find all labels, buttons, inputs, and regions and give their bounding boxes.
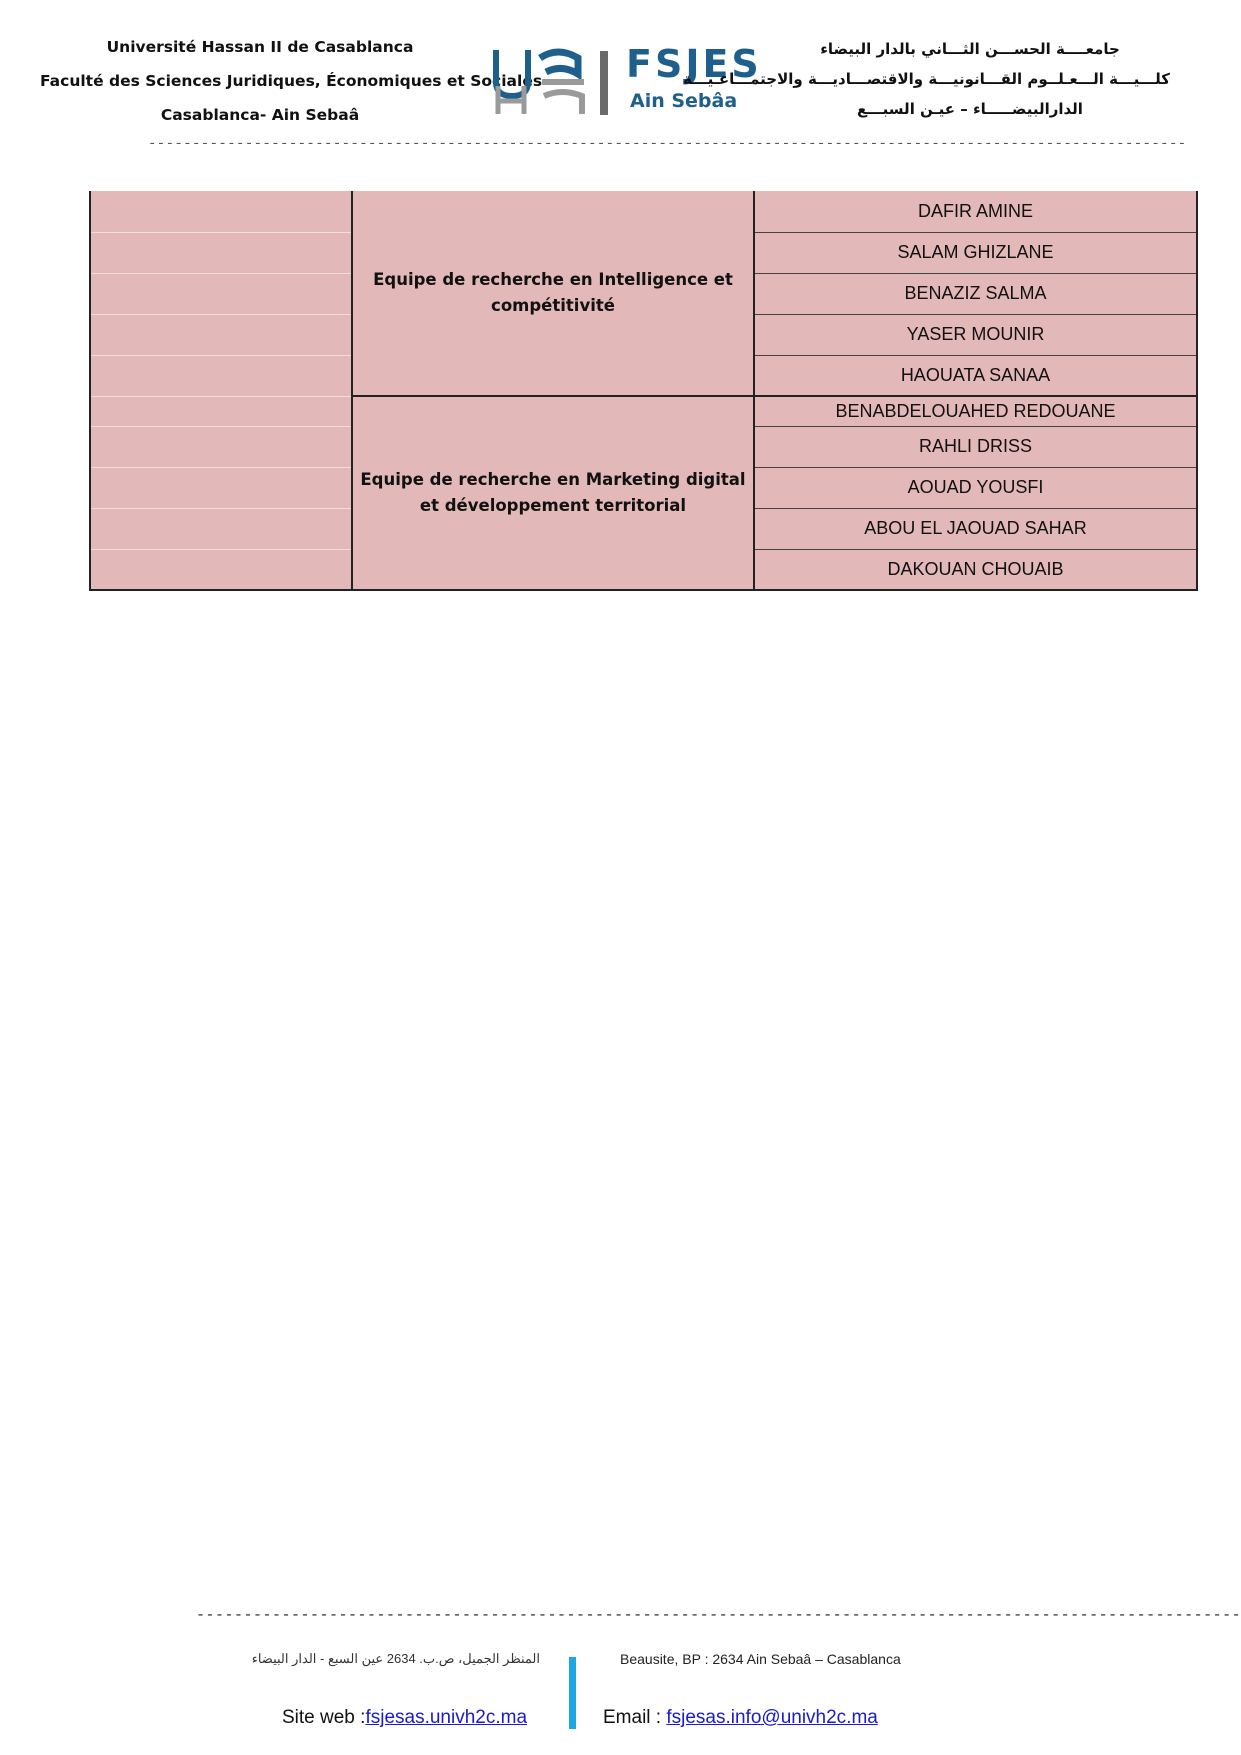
website-line (282, 1707, 527, 1729)
header-divider: ---------------------------------------------------------------------------------------------------------------------- (148, 136, 1187, 152)
uh2c-logo-icon (492, 48, 592, 118)
member-cell: DAKOUAN CHOUAIB (754, 549, 1197, 590)
member-cell: AOUAD YOUSFI (754, 467, 1197, 508)
empty-cell (90, 314, 352, 355)
campus-name: Casablanca- Ain Sebaâ (160, 106, 360, 124)
empty-cell (90, 232, 352, 273)
footer-separator (569, 1657, 576, 1729)
member-cell: RAHLI DRISS (754, 426, 1197, 467)
member-cell: DAFIR AMINE (754, 191, 1197, 232)
email-link[interactable]: fsjesas.info@univh2c.ma (666, 1707, 878, 1728)
empty-cell (90, 396, 352, 426)
empty-cell (90, 467, 352, 508)
email-label: Email : (603, 1707, 667, 1728)
table-row (90, 191, 1197, 232)
table-row (90, 396, 1197, 426)
logo-divider (600, 51, 608, 115)
address-ar: المنظر الجميل، ص.ب. 2634 عين السبع - الدار البيضاء (251, 1651, 540, 1666)
empty-cell (90, 508, 352, 549)
university-name-ar: جامعــــة الحســـن الثـــاني بالدار البيضاء (820, 40, 1120, 58)
website-label: Site web : (282, 1707, 366, 1728)
university-header-fr (40, 30, 543, 132)
member-cell: YASER MOUNIR (754, 314, 1197, 355)
address-fr: Beausite, BP : 2634 Ain Sebaâ – Casablanca (620, 1651, 901, 1667)
member-cell: HAOUATA SANAA (754, 355, 1197, 396)
member-cell: SALAM GHIZLANE (754, 232, 1197, 273)
faculty-name: Faculté des Sciences Juridiques, Économiques et Sociales (40, 72, 543, 90)
website-link[interactable]: fsjesas.univh2c.ma (365, 1707, 528, 1728)
member-cell: BENABDELOUAHED REDOUANE (754, 396, 1197, 426)
faculty-name-ar: كلـــيـــة الـــعـلــوم القـــانونيـــة والاقتصـــاديـــة والاجتمـــاعـيـــة (683, 70, 1170, 88)
logo-subtitle: Ain Sebâa (630, 90, 738, 112)
empty-cell (90, 273, 352, 314)
member-cell: ABOU EL JAOUAD SAHAR (754, 508, 1197, 549)
research-teams-table (89, 191, 1198, 591)
university-name: Université Hassan II de Casablanca (106, 38, 414, 56)
empty-cell (90, 191, 352, 232)
logo-title: FSJES (626, 42, 762, 86)
empty-cell (90, 426, 352, 467)
team-name-cell: Equipe de recherche en Marketing digital et développement territorial (352, 396, 754, 590)
footer-divider: -------------------------------------------------------------------------------------------------------------- (196, 1607, 1241, 1624)
member-cell: BENAZIZ SALMA (754, 273, 1197, 314)
empty-cell (90, 549, 352, 590)
empty-cell (90, 355, 352, 396)
email-line (603, 1707, 878, 1729)
campus-name-ar: الدارالبيضـــــاء – عيـن السبـــع (857, 100, 1083, 118)
team-name-cell: Equipe de recherche en Intelligence et compétitivité (352, 191, 754, 396)
